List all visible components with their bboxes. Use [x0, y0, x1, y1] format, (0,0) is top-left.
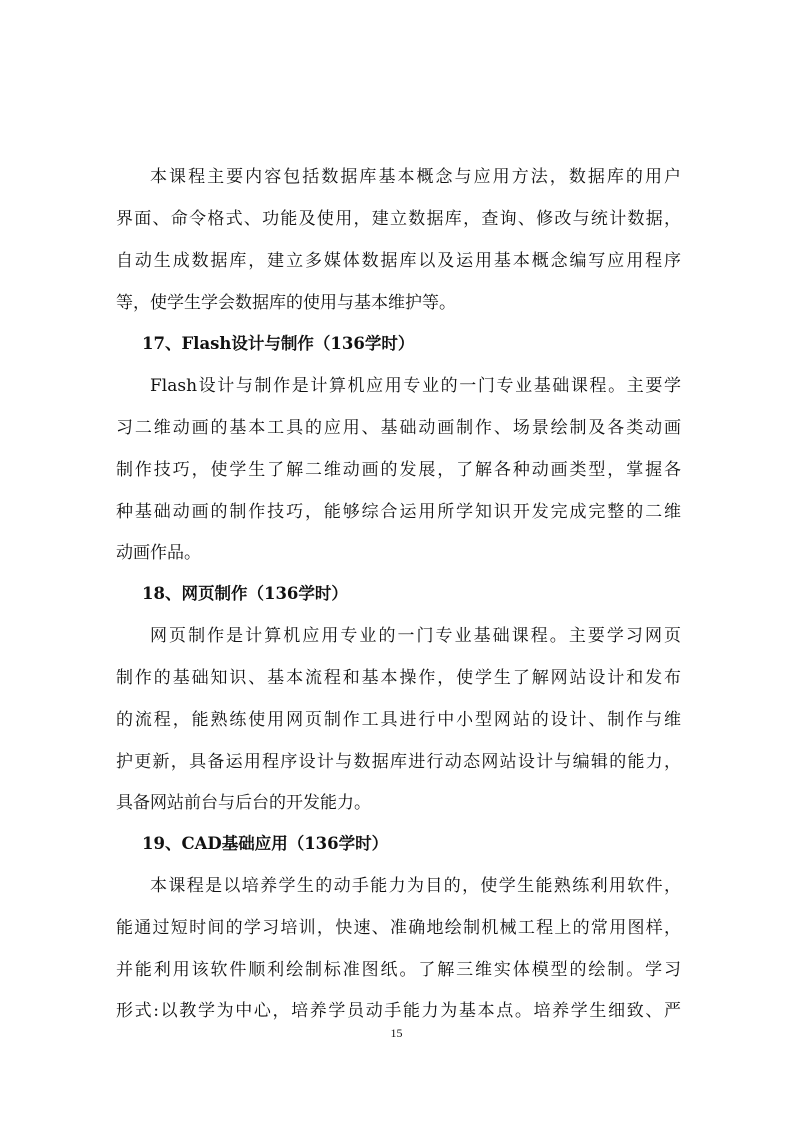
- paragraph-line: 具备网站前台与后台的开发能力。: [116, 793, 371, 813]
- paragraph-line: 能通过短时间的学习培训，快速、准确地绘制机械工程上的常用图样，: [116, 918, 681, 938]
- paragraph-line: 本课程是以培养学生的动手能力为目的，使学生能熟练利用软件，: [150, 876, 681, 896]
- paragraph-line: 网页制作是计算机应用专业的一门专业基础课程。主要学习网页: [150, 626, 681, 646]
- paragraph-line: 界面、命令格式、功能及使用，建立数据库，查询、修改与统计数据，: [116, 209, 681, 229]
- paragraph-line: 习二维动画的基本工具的应用、基础动画制作、场景绘制及各类动画: [116, 418, 681, 438]
- paragraph-line: 动画作品。: [116, 543, 201, 563]
- paragraph-line: 等，使学生学会数据库的使用与基本维护等。: [116, 293, 456, 313]
- paragraph-line: 本课程主要内容包括数据库基本概念与应用方法，数据库的用户: [150, 167, 681, 187]
- paragraph-line: 形式:以教学为中心，培养学员动手能力为基本点。培养学生细致、严: [116, 1001, 681, 1021]
- section-heading: 19、CAD基础应用（136学时）: [142, 834, 389, 853]
- paragraph-line: 自动生成数据库，建立多媒体数据库以及运用基本概念编写应用程序: [116, 251, 681, 271]
- page-number: 15: [390, 1026, 403, 1040]
- paragraph-line: 的流程，能熟练使用网页制作工具进行中小型网站的设计、制作与维: [116, 710, 681, 730]
- paragraph-line: 护更新，具备运用程序设计与数据库进行动态网站设计与编辑的能力，: [116, 752, 681, 772]
- paragraph-line: 并能利用该软件顺利绘制标准图纸。了解三维实体模型的绘制。学习: [116, 960, 681, 980]
- paragraph-line: 制作技巧，使学生了解二维动画的发展，了解各种动画类型，掌握各: [116, 460, 681, 480]
- paragraph-line: 种基础动画的制作技巧，能够综合运用所学知识开发完成完整的二维: [116, 502, 681, 522]
- section-heading: 17、Flash设计与制作（136学时）: [142, 334, 415, 353]
- paragraph-line: 制作的基础知识、基本流程和基本操作，使学生了解网站设计和发布: [116, 668, 681, 688]
- paragraph-line: Flash设计与制作是计算机应用专业的一门专业基础课程。主要学: [150, 376, 681, 396]
- section-heading: 18、网页制作（136学时）: [142, 584, 348, 603]
